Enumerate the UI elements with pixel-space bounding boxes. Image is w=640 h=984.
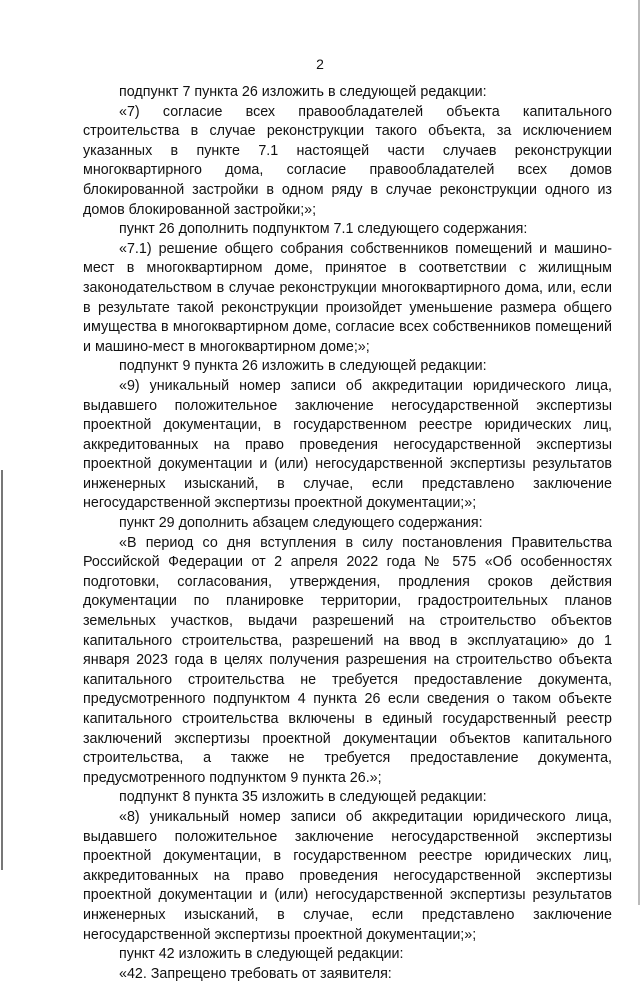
paragraph: «7) согласие всех правообладателей объекта капитального строительства в случае реконструкции такого объекта, за исключением указанных в пункте 7.1 настоящей части случаев реконструкции многоквартирного дома, согласие правообладателей всех домов блокированной застройки в одном ряду в случае реконструкции одного из домов блокированной застройки;»;: [83, 103, 612, 218]
paragraph: подпункт 7 пункта 26 изложить в следующей редакции:: [119, 84, 487, 100]
paragraph: «8) уникальный номер записи об аккредитации юридического лица, выдавшего положительное заключение негосударственной экспертизы проектной документации, в государственном реестре юридических лиц, аккредитованных на право проведения негосударственной экспертизы проектной документации и (или) негосударственной экспертизы результатов инженерных изысканий, в случае, если представлено заключение негосударственной экспертизы проектной документации;»;: [83, 808, 612, 943]
paragraph: пункт 29 дополнить абзацем следующего содержания:: [119, 515, 483, 532]
document-body: [83, 83, 612, 984]
paragraph: пункт 42 изложить в следующей редакции:: [119, 946, 404, 963]
page-number: 2: [316, 56, 324, 72]
paragraph: «42. Запрещено требовать от заявителя:: [119, 965, 392, 982]
paragraph: подпункт 8 пункта 35 изложить в следующей редакции:: [119, 789, 487, 806]
paragraph: пункт 26 дополнить подпунктом 7.1 следующего содержания:: [119, 221, 528, 238]
scan-edge-mark: [1, 470, 3, 870]
paragraph: «9) уникальный номер записи об аккредитации юридического лица, выдавшего положительное заключение негосударственной экспертизы проектной документации, в государственном реестре юридических лиц, аккредитованных на право проведения негосударственной экспертизы проектной документации и (или) негосударственной экспертизы результатов инженерных изысканий, в случае, если представлено заключение негосударственной экспертизы проектной документации;»;: [83, 377, 612, 512]
paragraph: «В период со дня вступления в силу постановления Правительства Российской Федерации от 2 апреля 2022 года № 575 «Об особенностях подготовки, согласования, утверждения, продления сроков действия документации по планировке территории, градостроительных планов земельных участков, выдачи разрешений на строительство объектов капитального строительства, разрешений на ввод в эксплуатацию» до 1 января 2023 года в целях получения разрешения на строительство объекта капитального строительства не требуется предоставление документа, предусмотренного подпунктом 4 пункта 26 если сведения о таком объекте капитального строительства включены в единый государственный реестр заключений экспертизы проектной документации объектов капитального строительства, а также не требуется предоставление документа, предусмотренного подпунктом 9 пункта 26.»;: [83, 534, 612, 786]
paragraph: «7.1) решение общего собрания собственников помещений и машино-мест в многоквартирном доме, принятое в соответствии с жилищным законодательством в случае реконструкции многоквартирного дома, или, если в результате такой реконструкции произойдет уменьшение размера общего имущества в многоквартирном доме, согласие всех собственников помещений и машино-мест в многоквартирном доме;»;: [83, 240, 612, 355]
paragraph: подпункт 9 пункта 26 изложить в следующей редакции:: [119, 358, 487, 375]
